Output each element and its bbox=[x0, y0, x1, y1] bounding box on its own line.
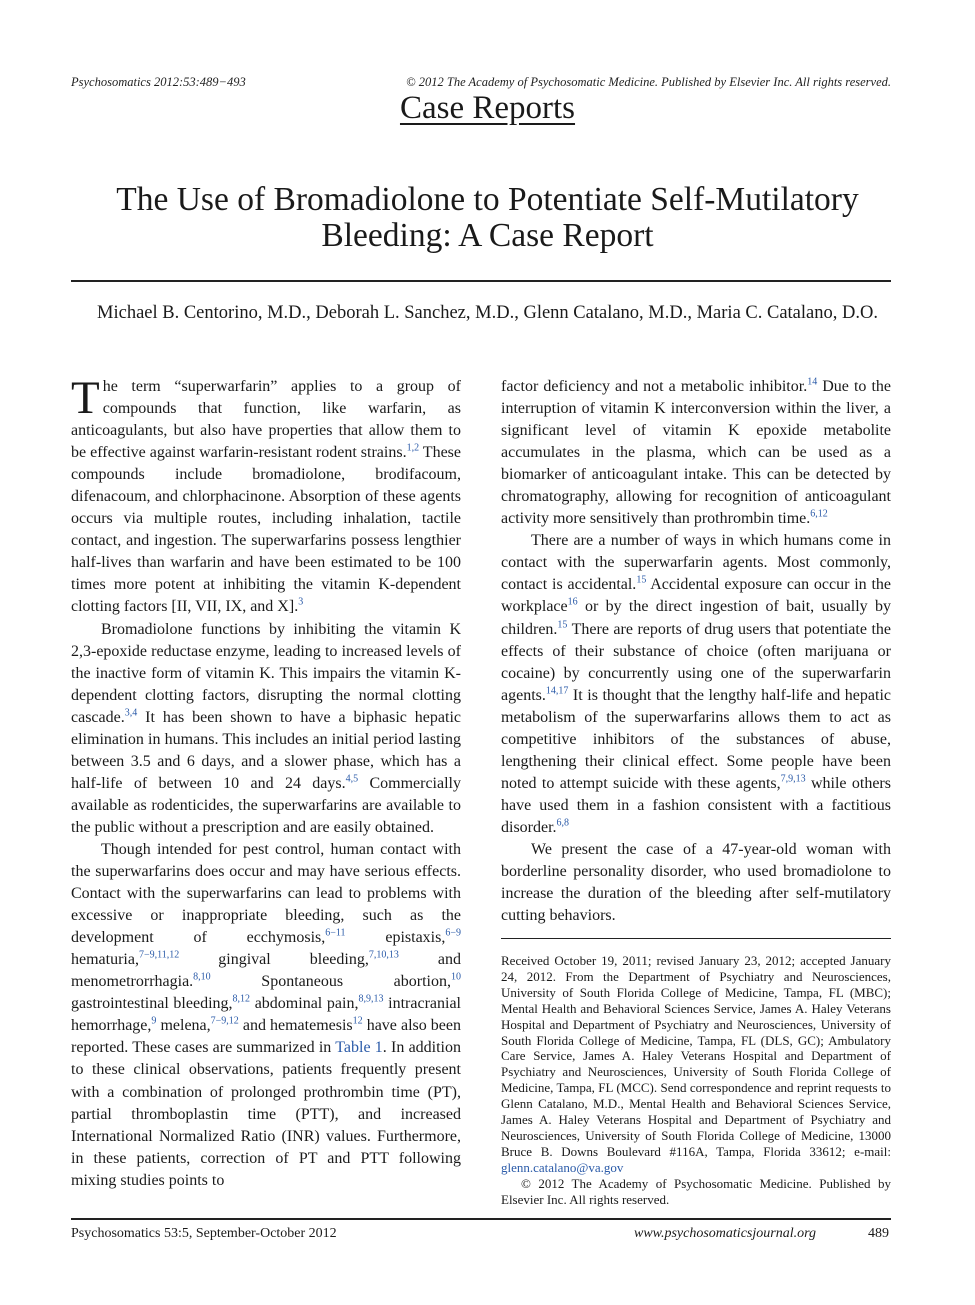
citation-ref[interactable]: 16 bbox=[567, 597, 578, 609]
article-footnote bbox=[501, 953, 891, 1208]
citation-ref[interactable]: 8,10 bbox=[193, 971, 211, 983]
email-link[interactable]: glenn.catalano@va.gov bbox=[501, 1159, 624, 1175]
citation-ref[interactable]: 3 bbox=[298, 597, 304, 609]
page-number: 489 bbox=[868, 1226, 889, 1241]
citation-ref[interactable]: 1,2 bbox=[406, 442, 420, 454]
citation-ref[interactable]: 6−9 bbox=[445, 927, 461, 939]
journal-citation: Psychosomatics 2012:53:489−493 bbox=[71, 75, 246, 89]
citation-ref[interactable]: 7,10,13 bbox=[368, 949, 399, 961]
section-heading: Case Reports bbox=[399, 90, 576, 126]
footnote-copyright: © 2012 The Academy of Psychosomatic Medicine. Published by Elsevier Inc. All rights reserved. bbox=[501, 1175, 891, 1207]
citation-ref[interactable]: 10 bbox=[451, 971, 461, 983]
title-line-2: Bleeding: A Case Report bbox=[321, 217, 654, 254]
table-link[interactable]: Table 1 bbox=[335, 1039, 383, 1057]
journal-url-link[interactable]: www.psychosomaticsjournal.org bbox=[634, 1226, 817, 1241]
drop-cap: T bbox=[71, 372, 100, 424]
copyright-header: © 2012 The Academy of Psychosomatic Medicine. Published by Elsevier Inc. All rights reserved. bbox=[406, 75, 891, 89]
citation-ref[interactable]: 4,5 bbox=[345, 773, 359, 785]
citation-ref[interactable]: 8,12 bbox=[232, 993, 251, 1005]
paragraph: There are a number of ways in which humans come in contact with the superwarfarin agents. Most commonly, contact is accidental.$^{15}$ Accidental exposure can occur in the workplace$^{16}$ or by the direct ingestion of bait, usually by children.$^{15}$ There are reports of drug users that potentiate the effects of their substance of choice (often marijuana or cocaine) by concurrently using one of the superwarfarin agents.$^{14,17}$ It is thought that the lengthy half-life and hepatic metabolism of the superwarfarins allows them to act as competitive inhibitors of the substances of abuse, lengthening their clinical effect. Some people have been noted to attempt suicide with these agents,$^{7,9,13}$ while others have used them in a fashion consistent with a factitious disorder.$^{6,8}$ bbox=[501, 532, 891, 836]
left-column bbox=[71, 372, 462, 1192]
title-divider bbox=[71, 280, 891, 282]
paragraph: Though intended for pest control, human contact with the superwarfarins does occur and may have serious effects. Contact with the superwarfarins can lead to problems with excessive or inappropriate bleeding, such as the development of ecchymosis,$^{6-11}$ epistaxis,$^{6-9}$ hematuria,$^{7-9,11,12}$ gingival bleeding,$^{7,10,13}$ and menometrorrhagia.$^{8,10}$ Spontaneous abortion,$^{10}$ gastrointestinal bleeding,$^{8,12}$ abdominal pain,$^{8,9,13}$ intracranial hemorrhage,$^9$ melena,$^{7-9,12}$ and hematemesis$^{12}$ have also been reported. These cases are summarized in Table 1. In addition to these clinical observations, patients frequently present with a combination of prolonged prothrombin time (PT), partial thromboplastin time (PTT), and increased International Normalized Ratio (INR) values. Furthermore, in these patients, correction of PT and PTT following mixing studies points to bbox=[71, 840, 462, 1189]
footer-citation: Psychosomatics 53:5, September-October 2012 bbox=[71, 1226, 337, 1241]
citation-ref[interactable]: 7−9,11,12 bbox=[138, 949, 180, 961]
footnote-text: Received October 19, 2011; revised January 23, 2012; accepted January 24, 2012. From the Department of Psychiatry and Neurosciences, University of South Florida College of Medicine, Tampa, FL (MBC); Mental Health and Behavioral Sciences Service, James A. Haley Veterans Hospital and Department of Psychiatry and Neurosciences, University of South Florida College of Medicine, Tampa, FL (DLS, GC); Ambulatory Care Service, James A. Haley Veterans Hospital and Department of Psychiatry and Neurosciences, University of South Florida College of Medicine, Tampa, FL (MCC). Send correspondence and reprint requests to Glenn Catalano, M.D., Mental Health and Behavioral Sciences Service, James A. Haley Veterans Hospital and Department of Psychiatry and Neurosciences, University of South Florida College of Medicine, 13000 Bruce B. Downs Boulevard #116A, Tampa, Florida 33612; e-mail: glenn.catalano@va.gov bbox=[501, 953, 891, 1175]
footnote-divider bbox=[501, 938, 891, 939]
citation-ref[interactable]: 6,12 bbox=[810, 508, 828, 520]
paragraph: Bromadiolone functions by inhibiting the vitamin K 2,3-epoxide reductase enzyme, leading to increased levels of the inactive form of vitamin K. This impairs the vitamin K-dependent clotting factors, disrupting the normal clotting cascade.$^{3,4}$ It has been shown to have a biphasic hepatic elimination in humans. This includes an initial period lasting between 3.5 and 6 days, and a slower phase, which has a half-life of between 10 and 24 days.$^{4,5}$ Commercially available as rodenticides, the superwarfarins are available to the public without a prescription and are easily obtained. bbox=[71, 620, 461, 836]
citation-ref[interactable]: 8,9,13 bbox=[358, 993, 384, 1005]
citation-ref[interactable]: 12 bbox=[352, 1016, 363, 1028]
paragraph: We present the case of a 47-year-old woman with borderline personality disorder, who used bromadiolone to increase the duration of the bleeding after self-mutilatory cutting behaviors. bbox=[501, 840, 891, 925]
citation-ref[interactable]: 9 bbox=[151, 1016, 157, 1028]
paragraph: factor deficiency and not a metabolic inhibitor.$^{14}$ Due to the interruption of vitamin K interconversion within the liver, a significant level of vitamin K epoxide metabolite accumulates in the plasma, which can be used as a biomarker of anticoagulant intake. This can be detected by chromatography, allowing for recognition of anticoagulant activity more sensitively than prothrombin time.$^{6,12}$ bbox=[501, 376, 892, 528]
citation-ref[interactable]: 3,4 bbox=[124, 707, 138, 719]
citation-ref[interactable]: 6−11 bbox=[325, 927, 346, 939]
title-line-1: The Use of Bromadiolone to Potentiate Self-Mutilatory bbox=[116, 181, 859, 218]
citation-ref[interactable]: 14 bbox=[807, 376, 818, 388]
citation-ref[interactable]: 15 bbox=[636, 575, 647, 587]
citation-ref[interactable]: 14,17 bbox=[545, 685, 569, 697]
citation-ref[interactable]: 7−9,12 bbox=[210, 1016, 239, 1028]
citation-ref[interactable]: 6,8 bbox=[556, 817, 570, 829]
paragraph: The term “superwarfarin” applies to a group of compounds that function, like warfarin, as anticoagulants, but also have properties that allow them to be effective against warfarin-resistant rodent strains.$^{1,2}$ These compounds include bromadiolone, brodifacoum, difenacoum, and chlorphacinone. Absorption of these agents occurs via multiple routes, including inhalation, tactile contact, and ingestion. The superwarfarins possess lengthier half-lives than warfarin and have been estimated to be 100 times more potent at inhibiting the vitamin K-dependent clotting factors [II, VII, IX, and X].$^3$ bbox=[71, 372, 461, 616]
right-column bbox=[501, 376, 891, 927]
article-title bbox=[60, 182, 915, 254]
footer-divider bbox=[71, 1218, 891, 1220]
citation-ref[interactable]: 15 bbox=[557, 619, 568, 631]
author-list: Michael B. Centorino, M.D., Deborah L. Sanchez, M.D., Glenn Catalano, M.D., Maria C. Catalano, D.O. bbox=[97, 303, 878, 323]
citation-ref[interactable]: 7,9,13 bbox=[780, 773, 806, 785]
